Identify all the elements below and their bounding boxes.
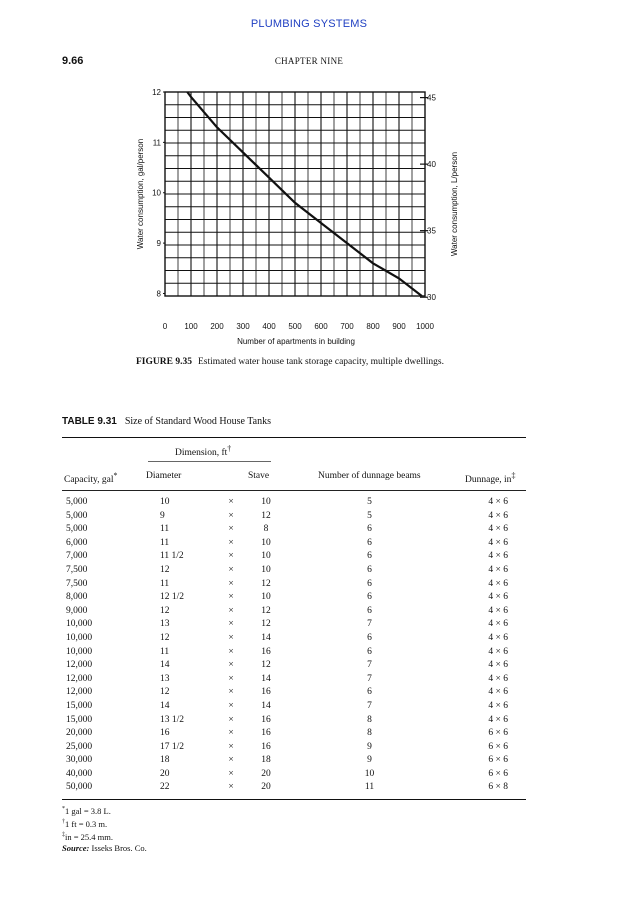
- cell-dunnage: 4 × 6: [488, 632, 508, 643]
- cell-x: ×: [228, 755, 234, 766]
- cell-diameter: 12: [160, 632, 170, 643]
- y-left-tick-label: 9: [156, 239, 161, 249]
- cell-capacity: 30,000: [66, 755, 93, 766]
- cell-diameter: 10: [160, 497, 170, 507]
- cell-capacity: 7,500: [66, 564, 88, 575]
- cell-capacity: 5,000: [66, 510, 88, 521]
- table-row: [62, 632, 526, 646]
- x-tick-label: 600: [314, 322, 328, 331]
- cell-x: ×: [228, 687, 234, 698]
- cell-beams: 6: [367, 564, 372, 575]
- cell-beams: 6: [367, 632, 372, 643]
- table-row: [62, 686, 526, 700]
- dimension-group-header: Dimension, ft†: [175, 444, 232, 459]
- cell-x: ×: [228, 728, 234, 739]
- cell-dunnage: 4 × 6: [488, 660, 508, 671]
- cell-dunnage: 4 × 6: [488, 687, 508, 698]
- table-header-rule: [62, 490, 526, 491]
- cell-diameter: 12: [160, 687, 170, 698]
- cell-stave: 16: [261, 687, 271, 698]
- cell-stave: 14: [261, 700, 271, 711]
- footnote: *1 gal = 3.8 L.: [62, 805, 111, 816]
- cell-dunnage: 4 × 6: [488, 646, 508, 657]
- cell-dunnage: 4 × 6: [488, 564, 508, 575]
- table-row: [62, 741, 526, 755]
- cell-stave: 10: [261, 564, 271, 575]
- x-tick-label: 700: [340, 322, 354, 331]
- cell-diameter: 13 1/2: [160, 714, 185, 725]
- cell-stave: 16: [261, 741, 271, 752]
- cell-capacity: 5,000: [66, 497, 88, 507]
- cell-stave: 10: [261, 551, 271, 562]
- table-row: [62, 646, 526, 660]
- cell-diameter: 13: [160, 673, 170, 684]
- x-tick-labels: [163, 322, 435, 331]
- cell-diameter: 14: [160, 700, 170, 711]
- table-row: [62, 673, 526, 687]
- header-dunnage-beams: Number of dunnage beams: [318, 471, 421, 481]
- table-row: [62, 605, 526, 619]
- tank-size-table: [62, 496, 526, 795]
- x-axis-label: Number of apartments in building: [237, 337, 355, 346]
- cell-capacity: 7,000: [66, 551, 88, 562]
- table-row: [62, 618, 526, 632]
- cell-dunnage: 6 × 6: [488, 741, 508, 752]
- running-head: PLUMBING SYSTEMS: [250, 18, 368, 30]
- cell-dunnage: 4 × 6: [488, 714, 508, 725]
- y-left-tick-labels: [152, 88, 165, 298]
- cell-stave: 14: [261, 632, 271, 643]
- cell-x: ×: [228, 660, 234, 671]
- cell-dunnage: 4 × 6: [488, 497, 508, 507]
- cell-dunnage: 4 × 6: [488, 578, 508, 589]
- cell-stave: 18: [261, 755, 271, 766]
- cell-capacity: 9,000: [66, 605, 88, 616]
- table-row: [62, 727, 526, 741]
- cell-stave: 12: [261, 605, 271, 616]
- cell-diameter: 9: [160, 510, 165, 521]
- cell-stave: 16: [261, 728, 271, 739]
- cell-x: ×: [228, 714, 234, 725]
- cell-diameter: 11 1/2: [160, 551, 184, 562]
- cell-dunnage: 4 × 6: [488, 619, 508, 630]
- cell-capacity: 5,000: [66, 524, 88, 535]
- cell-capacity: 12,000: [66, 673, 93, 684]
- consumption-chart: [0, 0, 618, 360]
- cell-stave: 10: [261, 497, 271, 507]
- cell-dunnage: 4 × 6: [488, 537, 508, 548]
- cell-capacity: 15,000: [66, 700, 93, 711]
- cell-capacity: 12,000: [66, 660, 93, 671]
- cell-capacity: 20,000: [66, 728, 93, 739]
- cell-beams: 9: [367, 741, 372, 752]
- cell-dunnage: 6 × 6: [488, 755, 508, 766]
- footnote: †1 ft = 0.3 m.: [62, 818, 108, 829]
- table-row: [62, 781, 526, 795]
- header-capacity: Capacity, gal*: [64, 471, 118, 486]
- x-tick-label: 0: [162, 322, 168, 331]
- cell-stave: 16: [261, 646, 271, 657]
- x-tick-label: 900: [392, 322, 406, 331]
- cell-diameter: 14: [160, 660, 170, 671]
- y-right-tick-label: 40: [427, 160, 436, 170]
- cell-stave: 12: [261, 510, 271, 521]
- cell-stave: 10: [261, 537, 271, 548]
- table-row: [62, 768, 526, 782]
- cell-diameter: 11: [160, 578, 170, 589]
- dimension-group-rule: [148, 461, 271, 462]
- cell-x: ×: [228, 768, 234, 779]
- cell-x: ×: [228, 782, 234, 793]
- cell-capacity: 10,000: [66, 632, 93, 643]
- cell-diameter: 11: [160, 646, 170, 657]
- cell-capacity: 10,000: [66, 646, 93, 657]
- x-tick-label: 100: [184, 322, 198, 331]
- cell-diameter: 20: [160, 768, 170, 779]
- table-label: TABLE 9.31: [62, 416, 117, 427]
- cell-beams: 6: [367, 524, 372, 535]
- cell-x: ×: [228, 524, 234, 535]
- cell-x: ×: [228, 741, 234, 752]
- figure-label: FIGURE 9.35: [136, 357, 192, 367]
- cell-beams: 8: [367, 728, 372, 739]
- cell-stave: 12: [261, 619, 271, 630]
- x-tick-label: 500: [288, 322, 302, 331]
- cell-capacity: 8,000: [66, 592, 88, 603]
- cell-beams: 5: [367, 497, 372, 507]
- cell-x: ×: [228, 592, 234, 603]
- figure-caption-text: Estimated water house tank storage capacity, multiple dwellings.: [197, 357, 445, 367]
- cell-beams: 7: [367, 660, 372, 671]
- table-row: [62, 659, 526, 673]
- cell-capacity: 40,000: [66, 768, 93, 779]
- table-title: [62, 416, 271, 427]
- cell-beams: 7: [367, 700, 372, 711]
- table-top-rule: [62, 437, 526, 438]
- cell-stave: 20: [261, 768, 271, 779]
- cell-diameter: 18: [160, 755, 170, 766]
- cell-x: ×: [228, 551, 234, 562]
- y-right-axis-label: Water consumption, L/person: [450, 151, 459, 257]
- header-diameter: Diameter: [146, 471, 182, 481]
- cell-stave: 12: [261, 578, 271, 589]
- cell-x: ×: [228, 605, 234, 616]
- cell-stave: 20: [261, 782, 271, 793]
- cell-x: ×: [228, 578, 234, 589]
- cell-dunnage: 4 × 6: [488, 592, 508, 603]
- header-stave: Stave: [248, 471, 270, 481]
- cell-diameter: 11: [160, 524, 170, 535]
- cell-beams: 6: [367, 592, 372, 603]
- table-title-text: Size of Standard Wood House Tanks: [124, 416, 272, 427]
- cell-capacity: 10,000: [66, 619, 93, 630]
- cell-stave: 12: [261, 660, 271, 671]
- cell-stave: 16: [261, 714, 271, 725]
- cell-beams: 6: [367, 551, 372, 562]
- table-row: [62, 591, 526, 605]
- cell-diameter: 16: [160, 728, 170, 739]
- cell-beams: 5: [367, 510, 372, 521]
- table-row: [62, 523, 526, 537]
- cell-beams: 8: [367, 714, 372, 725]
- table-row: [62, 537, 526, 551]
- y-left-axis-label: Water consumption, gal/person: [136, 138, 145, 250]
- y-left-tick-label: 8: [156, 289, 161, 299]
- x-tick-label: 800: [366, 322, 380, 331]
- cell-beams: 6: [367, 646, 372, 657]
- footnote: ‡in = 25.4 mm.: [62, 831, 114, 842]
- cell-diameter: 11: [160, 537, 170, 548]
- cell-dunnage: 6 × 6: [488, 728, 508, 739]
- cell-dunnage: 4 × 6: [488, 524, 508, 535]
- table-row: [62, 496, 526, 510]
- cell-x: ×: [228, 619, 234, 630]
- cell-stave: 14: [261, 673, 271, 684]
- cell-dunnage: 4 × 6: [488, 605, 508, 616]
- cell-diameter: 17 1/2: [160, 741, 185, 752]
- cell-x: ×: [228, 537, 234, 548]
- cell-capacity: 15,000: [66, 714, 93, 725]
- y-left-tick-label: 11: [152, 138, 161, 148]
- table-row: [62, 550, 526, 564]
- cell-capacity: 25,000: [66, 741, 93, 752]
- y-right-tick-label: 30: [427, 293, 436, 303]
- x-tick-label: 200: [210, 322, 224, 331]
- x-tick-label: 1000: [416, 322, 434, 331]
- cell-stave: 10: [261, 592, 271, 603]
- page-number: 9.66: [62, 55, 84, 67]
- y-left-tick-label: 12: [152, 88, 161, 97]
- table-bottom-rule: [62, 799, 526, 800]
- cell-dunnage: 4 × 6: [488, 551, 508, 562]
- header-dunnage: Dunnage, in‡: [465, 471, 516, 486]
- cell-beams: 7: [367, 619, 372, 630]
- cell-diameter: 12: [160, 605, 170, 616]
- cell-beams: 9: [367, 755, 372, 766]
- cell-x: ×: [228, 700, 234, 711]
- table-row: [62, 510, 526, 524]
- table-footnotes: [62, 804, 147, 854]
- cell-x: ×: [228, 564, 234, 575]
- cell-dunnage: 6 × 8: [488, 782, 508, 793]
- cell-beams: 6: [367, 605, 372, 616]
- cell-capacity: 50,000: [66, 782, 93, 793]
- chart-grid: [165, 92, 425, 296]
- x-tick-label: 400: [262, 322, 276, 331]
- table-row: [62, 754, 526, 768]
- cell-x: ×: [228, 632, 234, 643]
- cell-diameter: 22: [160, 782, 170, 793]
- cell-beams: 10: [364, 768, 375, 779]
- table-source: Source: Isseks Bros. Co.: [62, 843, 147, 854]
- y-right-tick-label: 45: [427, 93, 436, 103]
- cell-capacity: 6,000: [66, 537, 88, 548]
- table-row: [62, 578, 526, 592]
- cell-diameter: 12: [160, 564, 170, 575]
- cell-dunnage: 4 × 6: [488, 510, 508, 521]
- cell-beams: 11: [364, 782, 375, 793]
- cell-x: ×: [228, 497, 234, 507]
- cell-capacity: 12,000: [66, 687, 93, 698]
- table-row: [62, 564, 526, 578]
- cell-x: ×: [228, 646, 234, 657]
- cell-diameter: 12 1/2: [160, 592, 185, 603]
- y-right-tick-label: 35: [427, 226, 436, 236]
- cell-dunnage: 4 × 6: [488, 673, 508, 684]
- y-left-tick-label: 10: [152, 188, 161, 198]
- table-row: [62, 700, 526, 714]
- table-row: [62, 714, 526, 728]
- figure-caption: [136, 356, 462, 368]
- cell-dunnage: 6 × 6: [488, 768, 508, 779]
- cell-beams: 7: [367, 673, 372, 684]
- cell-stave: 8: [263, 524, 269, 535]
- cell-beams: 6: [367, 578, 372, 589]
- cell-capacity: 7,500: [66, 578, 88, 589]
- cell-x: ×: [228, 510, 234, 521]
- cell-x: ×: [228, 673, 234, 684]
- cell-diameter: 13: [160, 619, 170, 630]
- chapter-title: CHAPTER NINE: [274, 56, 344, 66]
- cell-beams: 6: [367, 687, 372, 698]
- cell-dunnage: 4 × 6: [488, 700, 508, 711]
- cell-beams: 6: [367, 537, 372, 548]
- x-tick-label: 300: [236, 322, 250, 331]
